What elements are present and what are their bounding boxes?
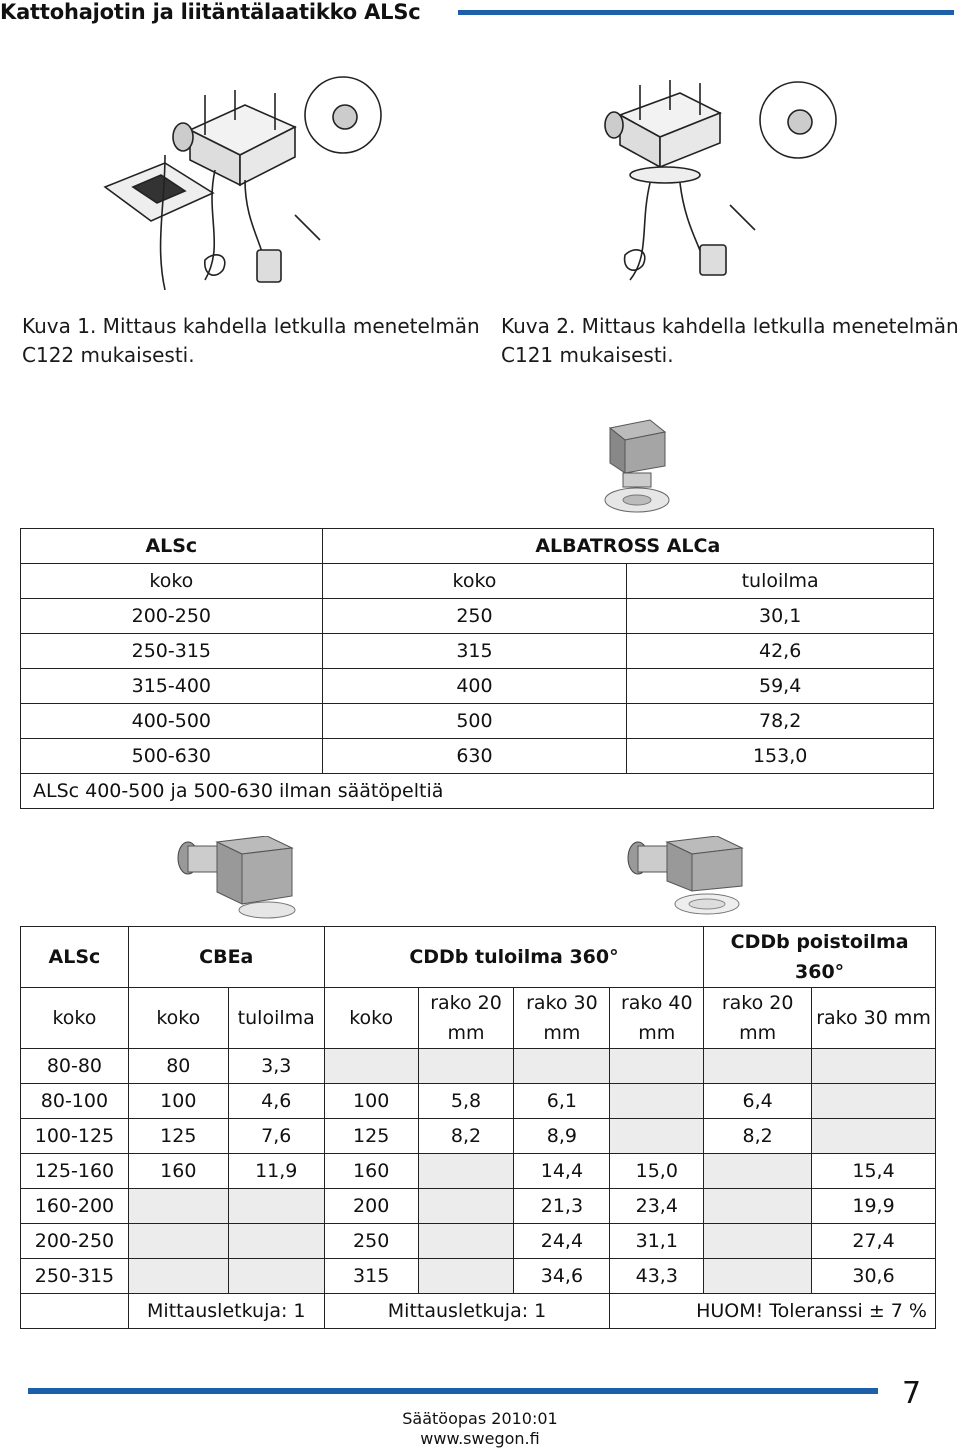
table-cell [704,1154,812,1189]
figure-2-illustration [570,75,950,300]
cddb-product-image [622,836,752,922]
table-cell: 34,6 [514,1259,610,1294]
table-cell: 100 [128,1084,228,1119]
table-cell: 42,6 [627,634,934,669]
page-title: Kattohajotin ja liitäntälaatikko ALSc [0,0,421,24]
table-cell [418,1189,514,1224]
publication-name: Säätöopas 2010:01 [402,1409,558,1428]
table-cell: 160 [324,1154,418,1189]
header-cddb-poistoilma: CDDb poistoilma 360° [704,927,936,988]
table-cell: 59,4 [627,669,934,704]
title-rule [458,10,954,15]
table-cell: 15,0 [610,1154,704,1189]
table-cell [704,1189,812,1224]
col-alsc-koko: koko [21,564,323,599]
table-cell: 14,4 [514,1154,610,1189]
table-cell [418,1154,514,1189]
table-cell [128,1259,228,1294]
sub-rako-40: rako 40 mm [610,988,704,1049]
table-cell [128,1189,228,1224]
table-cell [704,1224,812,1259]
table-cell: 80-80 [21,1049,129,1084]
table-footer-row [21,1294,936,1329]
sub-rako-30: rako 30 mm [514,988,610,1049]
table-row [21,1084,936,1119]
table-row [21,599,934,634]
table-cell: 21,3 [514,1189,610,1224]
table-cell: 8,2 [418,1119,514,1154]
table-cell: 200-250 [21,599,323,634]
sub-alsc-koko: koko [21,988,129,1049]
cbea-cddb-table [20,926,936,1329]
tolerance-note: HUOM! Toleranssi ± 7 % [610,1294,936,1329]
albatross-product-image [595,418,675,518]
table-cell [812,1119,936,1154]
table-row [21,1259,936,1294]
header-cbea: CBEa [128,927,324,988]
table-cell: 5,8 [418,1084,514,1119]
table-cell [128,1224,228,1259]
table-cell: 500 [322,704,627,739]
table-cell [418,1224,514,1259]
table-cell: 125 [128,1119,228,1154]
table-subheader-row [21,564,934,599]
table-cell [812,1049,936,1084]
table-cell: 3,3 [228,1049,324,1084]
table-cell [21,1294,129,1329]
table-row [21,1154,936,1189]
header-alsc: ALSc [21,927,129,988]
table-cell: 6,4 [704,1084,812,1119]
sub-poisto-rako-30: rako 30 mm [812,988,936,1049]
sub-poisto-rako-20: rako 20 mm [704,988,812,1049]
table-cell [228,1224,324,1259]
table-cell [324,1049,418,1084]
table-cell: 100-125 [21,1119,129,1154]
table-cell: 125-160 [21,1154,129,1189]
table-cell: 8,9 [514,1119,610,1154]
table1-note: ALSc 400-500 ja 500-630 ilman säätöpeltiä [21,774,934,809]
table-row [21,704,934,739]
col-tuloilma: tuloilma [627,564,934,599]
table-row [21,1049,936,1084]
table-cell [610,1119,704,1154]
table-cell: 78,2 [627,704,934,739]
table-cell [228,1259,324,1294]
sub-cbea-tuloilma: tuloilma [228,988,324,1049]
table-cell: 315 [324,1259,418,1294]
table-row [21,1119,936,1154]
table-cell: 80 [128,1049,228,1084]
table-note-row [21,774,934,809]
table-cell: 160-200 [21,1189,129,1224]
table-cell: 250 [324,1224,418,1259]
table-row [21,669,934,704]
table-cell [610,1084,704,1119]
table-row [21,739,934,774]
table-header-row [21,529,934,564]
table-cell [812,1084,936,1119]
table-cell: 153,0 [627,739,934,774]
figure-2-caption: Kuva 2. Mittaus kahdella letkulla menetelmän C121 mukaisesti. [501,314,959,367]
table-cell: 315-400 [21,669,323,704]
table-cell: 250 [322,599,627,634]
header-cddb-tuloilma: CDDb tuloilma 360° [324,927,704,988]
table-cell: 250-315 [21,634,323,669]
table-cell: 200-250 [21,1224,129,1259]
table-cell [418,1259,514,1294]
cbea-hose-count: Mittausletkuja: 1 [128,1294,324,1329]
table-cell: 31,1 [610,1224,704,1259]
table-cell: 6,1 [514,1084,610,1119]
table-cell: 24,4 [514,1224,610,1259]
table-cell [704,1259,812,1294]
figure-1-illustration [95,75,475,300]
header-albatross: ALBATROSS ALCa [322,529,933,564]
table-header-row [21,927,936,988]
header-alsc: ALSc [21,529,323,564]
table-cell: 160 [128,1154,228,1189]
table-cell: 15,4 [812,1154,936,1189]
table-cell: 500-630 [21,739,323,774]
table-cell: 30,6 [812,1259,936,1294]
table-cell: 125 [324,1119,418,1154]
albatross-table [20,528,934,809]
table-cell: 400 [322,669,627,704]
table-cell [610,1049,704,1084]
table-cell: 7,6 [228,1119,324,1154]
sub-cbea-koko: koko [128,988,228,1049]
table-cell: 315 [322,634,627,669]
table-subheader-row [21,988,936,1049]
table-cell [704,1049,812,1084]
cddb-hose-count: Mittausletkuja: 1 [324,1294,610,1329]
sub-cddb-koko: koko [324,988,418,1049]
table-cell: 11,9 [228,1154,324,1189]
table-row [21,1189,936,1224]
table-cell: 8,2 [704,1119,812,1154]
table-cell: 27,4 [812,1224,936,1259]
sub-rako-20: rako 20 mm [418,988,514,1049]
table-cell: 23,4 [610,1189,704,1224]
table-cell: 400-500 [21,704,323,739]
footer-rule [28,1388,878,1394]
table-cell [418,1049,514,1084]
table-row [21,634,934,669]
table-cell: 30,1 [627,599,934,634]
table-cell [514,1049,610,1084]
table-cell: 630 [322,739,627,774]
table-cell: 19,9 [812,1189,936,1224]
table-cell: 100 [324,1084,418,1119]
table-row [21,1224,936,1259]
table-cell [228,1189,324,1224]
cbea-product-image [172,836,302,922]
table-cell: 200 [324,1189,418,1224]
col-alca-koko: koko [322,564,627,599]
page-number: 7 [902,1376,922,1411]
table-cell: 80-100 [21,1084,129,1119]
website-link[interactable]: www.swegon.fi [420,1429,540,1448]
table-cell: 4,6 [228,1084,324,1119]
figure-1-caption: Kuva 1. Mittaus kahdella letkulla menetelmän C122 mukaisesti. [22,314,480,367]
table-cell: 250-315 [21,1259,129,1294]
table-cell: 43,3 [610,1259,704,1294]
